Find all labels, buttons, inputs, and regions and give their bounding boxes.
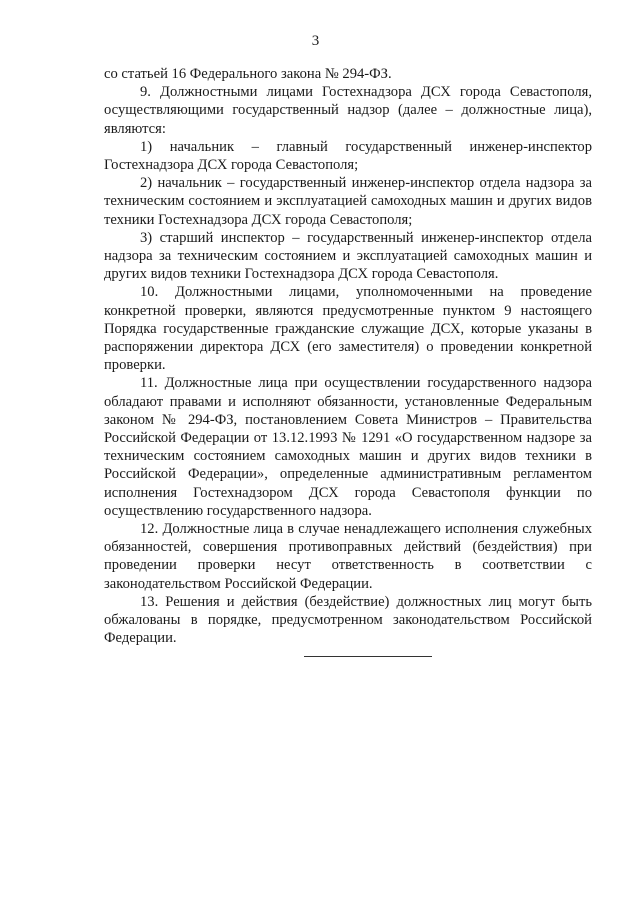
paragraph-10: 10. Должностными лицами, уполномоченными на проведение конкретной проверки, являются предусмотренные пунктом 9 настоящего Порядка государственные гражданские служащие ДСХ, которые указаны в распоряжении директора ДСХ (его заместителя) о проведении конкретной проверки. (104, 284, 592, 374)
end-divider (304, 656, 432, 657)
paragraph-9-item-1: 1) начальник – главный государственный инженер-инспектор Гостехнадзора ДСХ города Севастополя; (104, 138, 592, 174)
page-number: 3 (311, 33, 320, 49)
paragraph-continuation: со статьей 16 Федерального закона № 294-ФЗ. (104, 66, 392, 82)
paragraph-13: 13. Решения и действия (бездействие) должностных лиц могут быть обжалованы в порядке, предусмотренном законодательством Российской Федерации. (104, 593, 592, 647)
paragraph-11: 11. Должностные лица при осуществлении государственного надзора обладают правами и исполняют обязанности, установленные Федеральным законом № 294-ФЗ, постановлением Совета Министров – Правительства Российской Федерации от 13.12.1993 № 1291 «О государственном надзоре за техническим состоянием самоходных машин и других видов техники в Российской Федерации», определенные административным регламентом исполнения Гостехнадзором ДСХ города Севастополя функции по осуществлению государственного надзора. (104, 375, 592, 519)
paragraph-12: 12. Должностные лица в случае ненадлежащего исполнения служебных обязанностей, совершения противоправных действий (бездействия) при проведении проверки несут ответственность в соответствии с законодательством Российской Федерации. (104, 521, 592, 592)
paragraph-9-item-3: 3) старший инспектор – государственный инженер-инспектор отдела надзора за техническим состоянием и эксплуатацией самоходных машин и других видов техники Гостехнадзора ДСХ города Севастополя. (104, 229, 592, 283)
paragraph-9: 9. Должностными лицами Гостехнадзора ДСХ города Севастополя, осуществляющими государственный надзор (далее – должностные лица), являются: (104, 84, 592, 137)
document-body (104, 65, 592, 648)
paragraph-9-item-2: 2) начальник – государственный инженер-инспектор отдела надзора за техническим состоянием и эксплуатацией самоходных машин и других видов техники Гостехнадзора ДСХ города Севастополя; (104, 175, 592, 228)
